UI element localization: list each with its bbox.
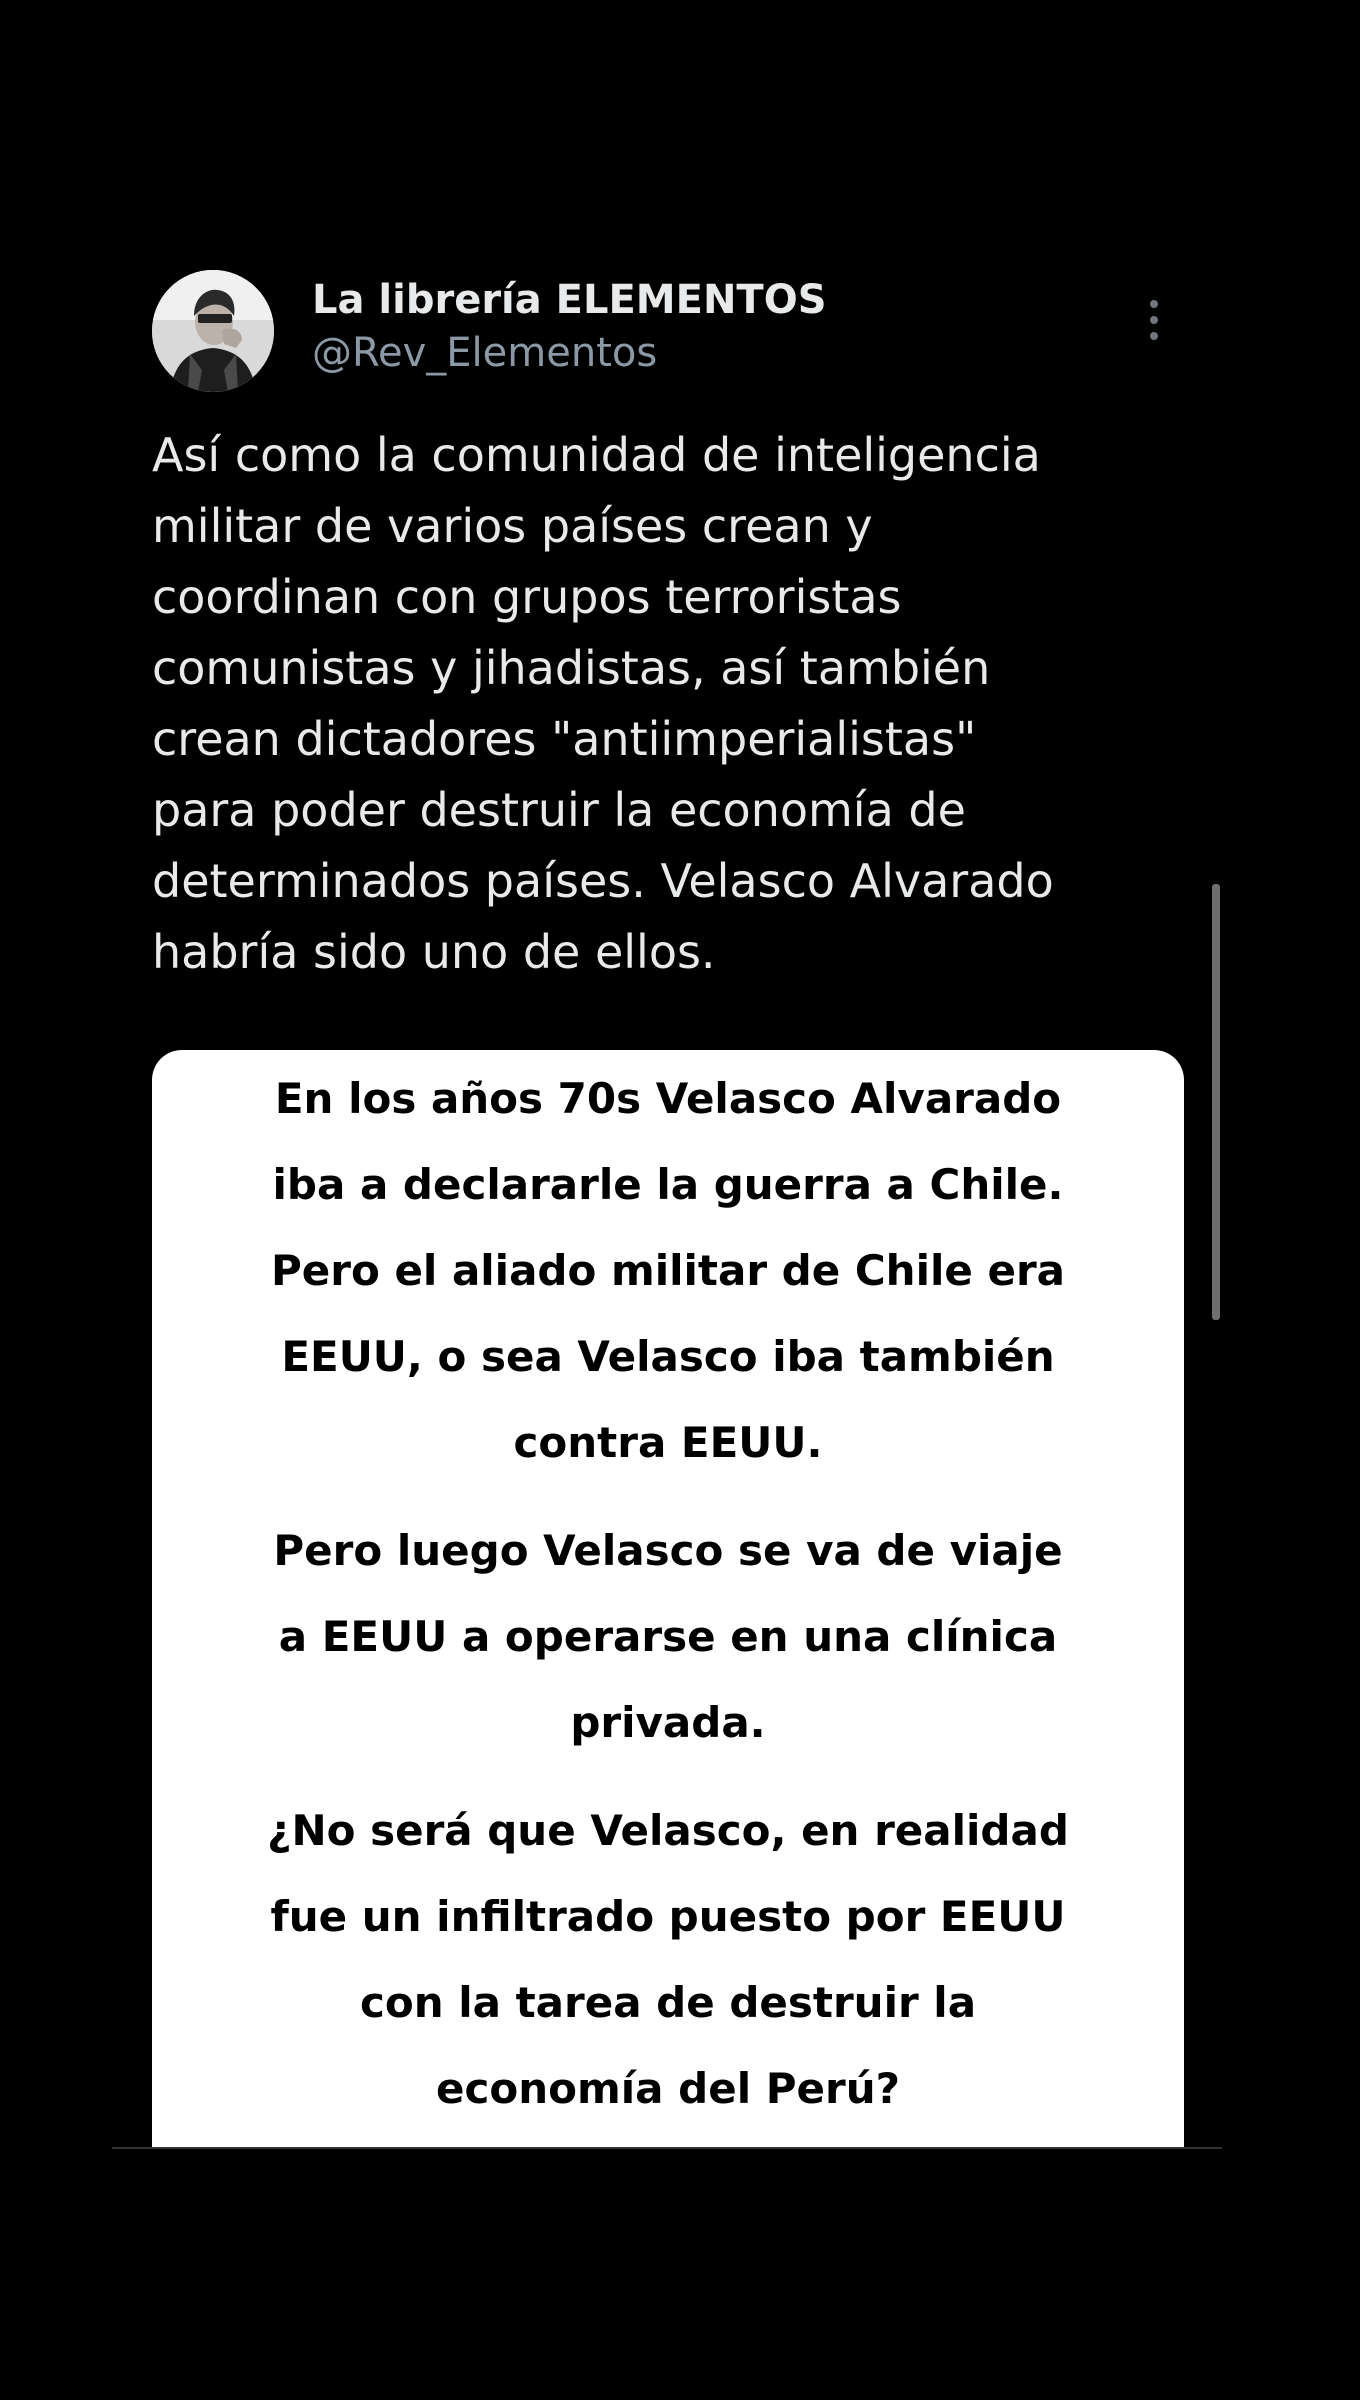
- image-paragraph: [152, 1508, 1184, 1766]
- tweet-post[interactable]: [112, 0, 1222, 2148]
- more-vertical-icon[interactable]: [1134, 290, 1174, 350]
- tweet-text-line: coordinan con grupos terroristas: [152, 570, 902, 624]
- attached-image[interactable]: [152, 1050, 1184, 2148]
- image-text-line: ¿No será que Velasco, en realidad: [267, 1806, 1069, 1855]
- image-text-line: EEUU, o sea Velasco iba también: [281, 1332, 1055, 1381]
- image-text-line: iba a declararle la guerra a Chile.: [272, 1160, 1064, 1209]
- image-text-line: En los años 70s Velasco Alvarado: [274, 1074, 1062, 1123]
- tweet-text-line: comunistas y jihadistas, así también: [152, 641, 991, 695]
- image-text-line: economía del Perú?: [436, 2064, 900, 2113]
- image-text-line: a EEUU a operarse en una clínica: [278, 1612, 1058, 1661]
- image-text-line: Pero el aliado militar de Chile era: [270, 1246, 1066, 1295]
- image-paragraph: [152, 1050, 1184, 1486]
- image-text-line: con la tarea de destruir la: [359, 1978, 977, 2027]
- tweet-text-line: para poder destruir la economía de: [152, 783, 966, 837]
- tweet-text-line: Así como la comunidad de inteligencia: [152, 428, 1041, 482]
- image-text-line: fue un infiltrado puesto por EEUU: [270, 1892, 1066, 1941]
- image-text-line: privada.: [570, 1698, 766, 1747]
- author-handle[interactable]: @Rev_Elementos: [312, 330, 658, 376]
- tweet-text-line: habría sido uno de ellos.: [152, 925, 716, 979]
- tweet-text-line: determinados países. Velasco Alvarado: [152, 854, 1054, 908]
- tweet-text-line: militar de varios países crean y: [152, 499, 873, 553]
- tweet-text: [152, 420, 1192, 988]
- image-text-line: contra EEUU.: [513, 1418, 823, 1467]
- image-paragraph: [152, 1788, 1184, 2132]
- tweet-text-line: crean dictadores "antiimperialistas": [152, 712, 977, 766]
- image-text-line: Pero luego Velasco se va de viaje: [273, 1526, 1063, 1575]
- author-display-name[interactable]: La librería ELEMENTOS: [312, 277, 827, 323]
- avatar[interactable]: [152, 270, 274, 392]
- post-divider: [112, 2147, 1222, 2149]
- scrollbar[interactable]: [1212, 884, 1220, 1320]
- avatar-image: [152, 270, 274, 392]
